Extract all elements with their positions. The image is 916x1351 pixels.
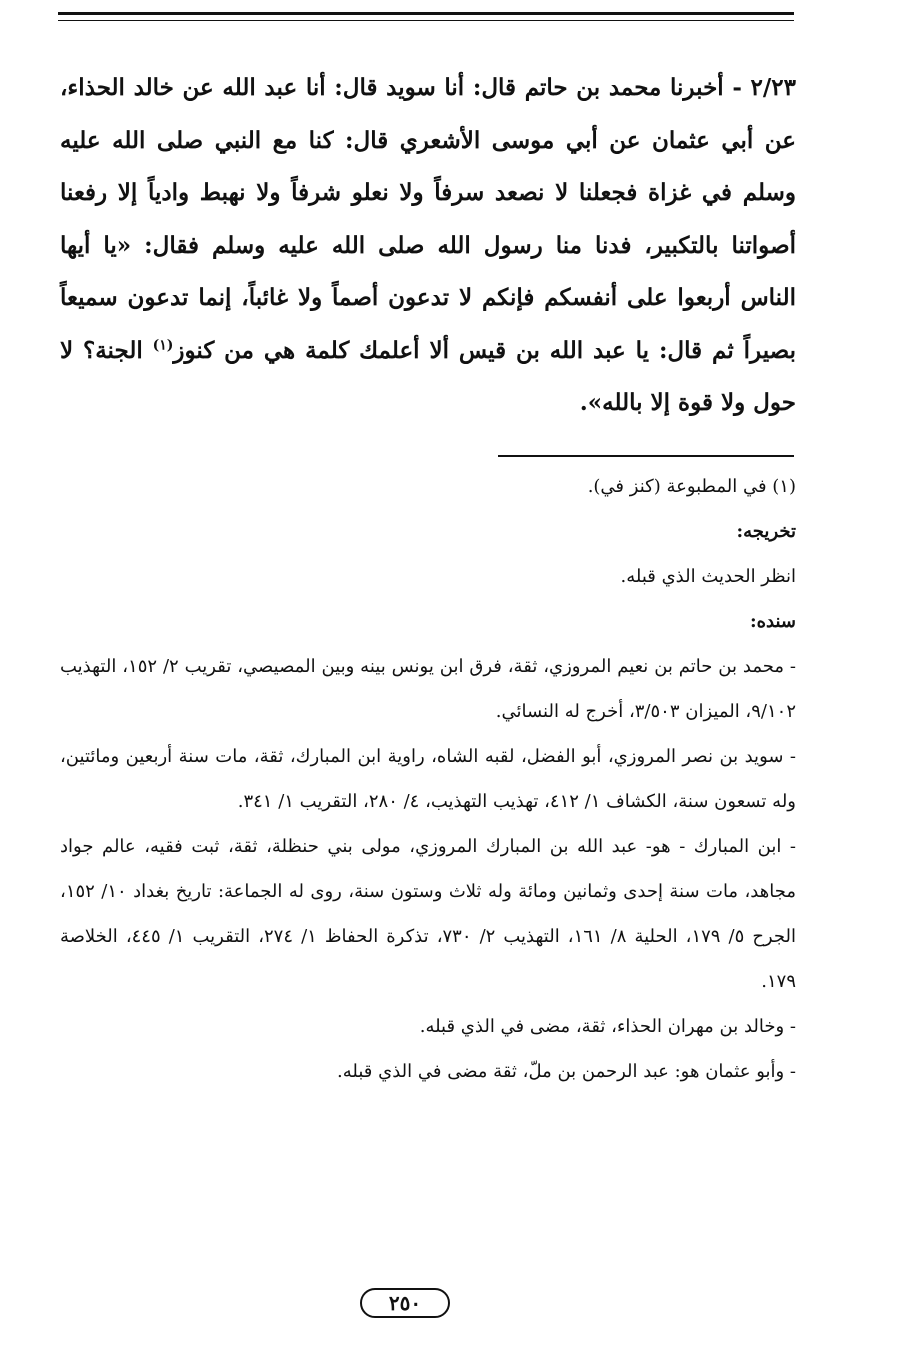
top-rule-thin (58, 20, 794, 21)
narrator-entry: - وخالد بن مهران الحذاء، ثقة، مضى في الذي قبله. (419, 1016, 796, 1037)
hadith-text (60, 62, 796, 430)
page-number: ٢٥٠ (360, 1288, 450, 1318)
notes-section (60, 464, 796, 1094)
hadith-ending: الجنة؟ لا حول ولا قوة إلا بالله». (60, 336, 796, 416)
hadith-body: ٢/٢٣ - أخبرنا محمد بن حاتم قال: أنا سويد قال: أنا عبد الله عن خالد الحذاء، عن أبي عثمان عن أبي موسى الأشعري قال: كنا مع النبي صلى الله عليه وسلم في غزاة فجعلنا لا نصعد سرفاً ولا نعلو شرفاً ولا نهبط وادياً إلا رفعنا أصواتنا بالتكبير، فدنا منا رسول الله صلى الله عليه وسلم فقال: «يا أيها الناس أربعوا على أنفسكم فإنكم لا تدعون أصماً ولا غائباً، إنما تدعون سميعاً بصيراً ثم قال: يا عبد الله بن قيس ألا أعلمك كلمة هي من كنوز (60, 74, 796, 364)
narrator-entry: - محمد بن حاتم بن نعيم المروزي، ثقة، فرق ابن يونس بينه وبين المصيصي، تقريب ٢/ ١٥٢، التهذيب ٩/١٠٢، الميزان ٣/٥٠٣، أخرج له النسائي. (60, 656, 796, 722)
footnote-marker: (١) (152, 336, 174, 353)
sanad-heading: سنده: (749, 611, 796, 632)
narrator-entry: - ابن المبارك - هو- عبد الله بن المبارك المروزي، مولى بني حنظلة، ثقة، ثبت فقيه، عالم جواد مجاهد، مات سنة إحدى وثمانين ومائة وله ثلاث وستون سنة، روى له الجماعة: تاريخ بغداد ١٠/ ١٥٢، الجرح ٥/ ١٧٩، الحلية ٨/ ١٦١، التهذيب ٢/ ٧٣٠، تذكرة الحفاظ ١/ ٢٧٤، التقريب ١/ ٤٤٥، الخلاصة ١٧٩. (60, 836, 796, 992)
footnote-text: (١) في المطبوعة (كنز في). (587, 476, 796, 497)
narrator-entry: - سويد بن نصر المروزي، أبو الفضل، لقبه الشاه، راوية ابن المبارك، ثقة، مات سنة أربعين ومائتين، وله تسعون سنة، الكشاف ١/ ٤١٢، تهذيب التهذيب، ٤/ ٢٨٠، التقريب ١/ ٣٤١. (60, 746, 796, 812)
narrator-entry: - وأبو عثمان هو: عبد الرحمن بن ملّ، ثقة مضى في الذي قبله. (337, 1061, 796, 1082)
hadith-paragraph (60, 62, 796, 430)
footnote-separator (498, 455, 794, 457)
top-rule-thick (58, 12, 794, 15)
takhrij-text: انظر الحديث الذي قبله. (620, 566, 796, 587)
takhrij-heading: تخريجه: (736, 521, 796, 542)
